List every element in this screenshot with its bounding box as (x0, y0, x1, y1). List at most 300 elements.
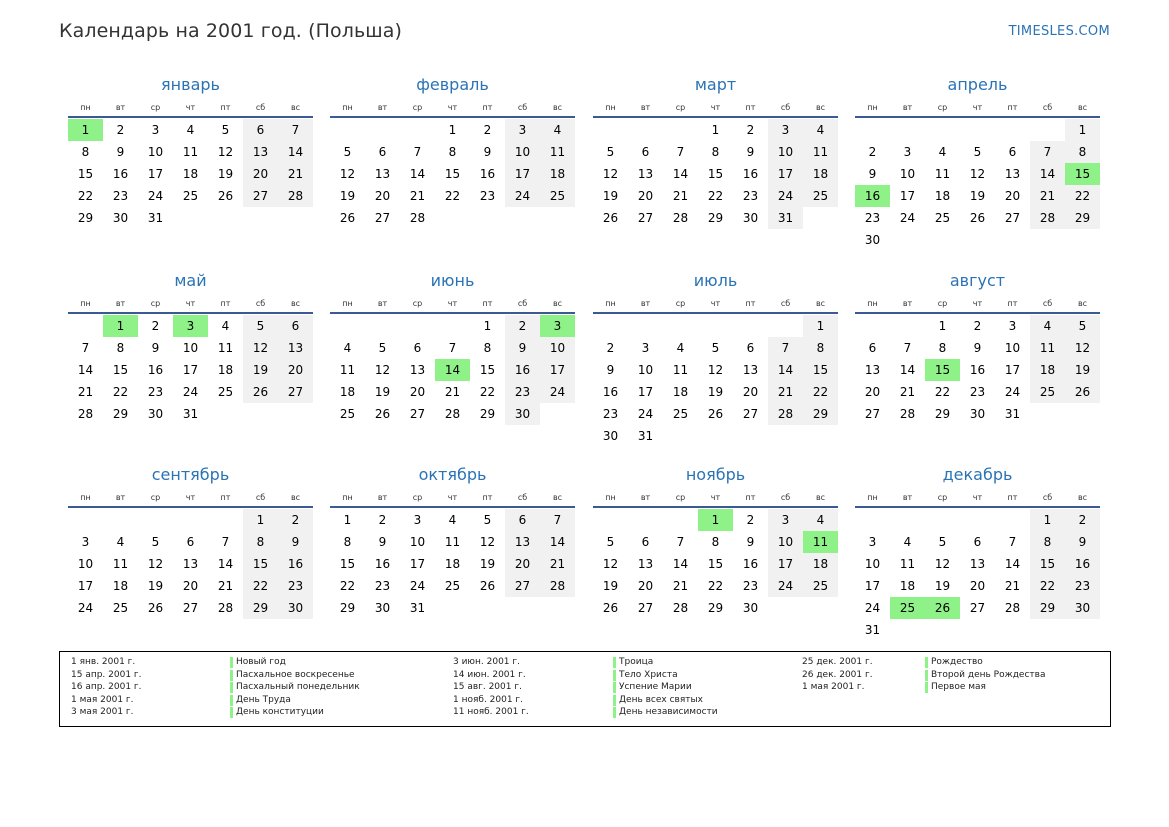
legend-date: 15 авг. 2001 г. (453, 682, 522, 693)
day-cell: 15 (1030, 553, 1065, 575)
day-cell: 18 (672, 385, 689, 399)
day-cell: 14 (278, 141, 313, 163)
day-cell: 17 (1004, 363, 1021, 377)
day-cell: 5 (483, 513, 492, 527)
month-name: сентябрь (151, 465, 230, 484)
legend-holiday-name: День независимости (613, 707, 718, 717)
day-cell: 7 (413, 145, 422, 159)
legend-holiday-name: Пасхальный понедельник (230, 682, 360, 692)
day-cell: 11 (934, 167, 951, 181)
day-cell: 22 (479, 385, 496, 399)
day-cell: 9 (1065, 531, 1100, 553)
day-cell: 18 (339, 385, 356, 399)
day-cell: 6 (746, 341, 755, 355)
day-cell: 4 (116, 535, 125, 549)
page-title: Календарь на 2001 год. (Польша) (59, 20, 402, 42)
day-cell: 9 (116, 145, 125, 159)
day-cell: 25 (1030, 381, 1065, 403)
weekday-header (855, 103, 1100, 115)
day-cell: 22 (77, 189, 94, 203)
day-cell: 29 (77, 211, 94, 225)
day-cell: 2 (606, 341, 615, 355)
weekday-header (330, 299, 575, 311)
day-cell: 19 (602, 189, 619, 203)
weekday-label: вс (552, 493, 563, 502)
weekday-label: пт (220, 299, 231, 308)
day-cell: 12 (602, 557, 619, 571)
day-cell: 5 (711, 341, 720, 355)
day-cell: 24 (77, 601, 94, 615)
day-cell: 7 (676, 535, 685, 549)
day-cell: 17 (182, 363, 199, 377)
day-cell: 4 (343, 341, 352, 355)
day-cell: 31 (182, 407, 199, 421)
legend-holiday-name: Второй день Рождества (925, 670, 1045, 680)
day-cell: 6 (505, 509, 540, 531)
weekday-label: вт (902, 103, 913, 112)
day-cell: 2 (1065, 509, 1100, 531)
weekday-label: пт (1007, 493, 1018, 502)
day-cell: 13 (374, 167, 391, 181)
day-cell: 30 (1065, 597, 1100, 619)
day-cell: 19 (217, 167, 234, 181)
day-cell: 23 (969, 385, 986, 399)
day-cell: 10 (147, 145, 164, 159)
day-cell: 6 (243, 119, 278, 141)
day-cell: 12 (602, 167, 619, 181)
day-cell: 3 (768, 119, 803, 141)
day-cell: 29 (479, 407, 496, 421)
day-cell: 1 (803, 315, 838, 337)
legend-date: 15 апр. 2001 г. (71, 669, 142, 680)
day-cell: 3 (1008, 319, 1017, 333)
day-cell: 17 (768, 553, 803, 575)
weekday-label: вс (552, 299, 563, 308)
holiday-day-cell: 15 (1065, 163, 1100, 185)
day-cell: 5 (606, 145, 615, 159)
day-cell: 8 (243, 531, 278, 553)
day-cell: 28 (278, 185, 313, 207)
day-cell: 8 (81, 145, 90, 159)
header-rule (330, 312, 575, 314)
day-cell: 12 (217, 145, 234, 159)
weekday-header (855, 299, 1100, 311)
day-cell: 29 (1030, 597, 1065, 619)
day-cell: 12 (374, 363, 391, 377)
day-cell: 2 (746, 513, 755, 527)
day-cell: 6 (1008, 145, 1017, 159)
day-cell: 28 (1004, 601, 1021, 615)
weekday-label: чт (710, 299, 721, 308)
day-cell: 21 (899, 385, 916, 399)
weekday-label: вс (1077, 299, 1088, 308)
day-cell: 30 (742, 211, 759, 225)
legend-holiday-name: Новый год (230, 657, 286, 667)
day-cell: 16 (505, 359, 540, 381)
day-cell: 24 (540, 381, 575, 403)
day-cell: 9 (973, 341, 982, 355)
day-cell: 11 (112, 557, 129, 571)
weekday-label: чт (972, 493, 983, 502)
weekday-label: чт (185, 493, 196, 502)
weekday-label: вт (377, 103, 388, 112)
day-cell: 19 (602, 579, 619, 593)
day-cell: 16 (112, 167, 129, 181)
day-cell: 22 (934, 385, 951, 399)
weekday-label: вс (1077, 103, 1088, 112)
day-cell: 25 (444, 579, 461, 593)
day-cell: 14 (672, 167, 689, 181)
day-cell: 15 (803, 359, 838, 381)
day-cell: 23 (864, 211, 881, 225)
weekday-header (855, 493, 1100, 505)
day-cell: 7 (1030, 141, 1065, 163)
day-cell: 15 (707, 557, 724, 571)
day-cell: 22 (444, 189, 461, 203)
weekday-label: ср (412, 103, 423, 112)
day-cell: 14 (768, 359, 803, 381)
legend-date: 1 нояб. 2001 г. (453, 694, 524, 705)
day-cell: 18 (1030, 359, 1065, 381)
day-cell: 30 (147, 407, 164, 421)
weekday-label: вт (640, 299, 651, 308)
day-cell: 11 (1030, 337, 1065, 359)
day-cell: 2 (116, 123, 125, 137)
weekday-label: пн (342, 299, 353, 308)
day-cell: 13 (243, 141, 278, 163)
day-cell: 29 (707, 211, 724, 225)
day-cell: 1 (483, 319, 492, 333)
day-cell: 16 (147, 363, 164, 377)
day-cell: 11 (339, 363, 356, 377)
weekday-label: ср (150, 299, 161, 308)
day-cell: 2 (378, 513, 387, 527)
month-name: май (174, 271, 207, 290)
day-cell: 8 (343, 535, 352, 549)
weekday-label: сб (780, 299, 791, 308)
day-cell: 5 (221, 123, 230, 137)
day-cell: 26 (243, 381, 278, 403)
day-cell: 30 (112, 211, 129, 225)
day-cell: 26 (374, 407, 391, 421)
day-cell: 17 (637, 385, 654, 399)
day-cell: 2 (746, 123, 755, 137)
month-name: март (694, 75, 737, 94)
day-cell: 27 (637, 601, 654, 615)
day-cell: 23 (1065, 575, 1100, 597)
weekday-label: ср (412, 493, 423, 502)
day-cell: 5 (938, 535, 947, 549)
weekday-label: вт (640, 493, 651, 502)
day-cell: 2 (505, 315, 540, 337)
day-cell: 5 (151, 535, 160, 549)
day-cell: 18 (803, 163, 838, 185)
day-cell: 20 (182, 579, 199, 593)
day-cell: 6 (278, 315, 313, 337)
day-cell: 23 (147, 385, 164, 399)
holiday-day-cell: 14 (435, 359, 470, 381)
day-cell: 14 (409, 167, 426, 181)
day-cell: 3 (151, 123, 160, 137)
legend-date: 14 июн. 2001 г. (453, 669, 526, 680)
day-cell: 26 (969, 211, 986, 225)
day-cell: 26 (1065, 381, 1100, 403)
day-cell: 25 (217, 385, 234, 399)
day-cell: 15 (707, 167, 724, 181)
day-cell: 27 (243, 185, 278, 207)
day-cell: 13 (182, 557, 199, 571)
day-cell: 23 (278, 575, 313, 597)
day-cell: 29 (1065, 207, 1100, 229)
day-cell: 20 (505, 553, 540, 575)
weekday-label: пн (342, 493, 353, 502)
day-cell: 15 (339, 557, 356, 571)
weekday-label: вт (640, 103, 651, 112)
legend-date: 11 нояб. 2001 г. (453, 707, 529, 718)
day-cell: 28 (672, 211, 689, 225)
day-cell: 14 (899, 363, 916, 377)
month-name: январь (161, 75, 220, 94)
day-cell: 31 (147, 211, 164, 225)
day-cell: 17 (540, 359, 575, 381)
day-cell: 15 (112, 363, 129, 377)
day-cell: 16 (374, 557, 391, 571)
day-cell: 13 (505, 531, 540, 553)
day-cell: 14 (540, 531, 575, 553)
weekday-label: вс (290, 103, 301, 112)
day-cell: 21 (768, 381, 803, 403)
day-cell: 12 (1065, 337, 1100, 359)
legend-date: 26 дек. 2001 г. (802, 669, 873, 680)
day-cell: 10 (864, 557, 881, 571)
month-name: октябрь (418, 465, 487, 484)
day-cell: 21 (1004, 579, 1021, 593)
day-cell: 2 (868, 145, 877, 159)
weekday-label: пн (867, 493, 878, 502)
day-cell: 29 (339, 601, 356, 615)
day-cell: 27 (864, 407, 881, 421)
day-cell: 20 (637, 189, 654, 203)
weekday-label: вс (815, 103, 826, 112)
month-name: июль (693, 271, 738, 290)
day-cell: 30 (969, 407, 986, 421)
day-cell: 11 (803, 141, 838, 163)
weekday-label: пн (80, 493, 91, 502)
header-rule (855, 116, 1100, 118)
legend-holiday-name: Первое мая (925, 682, 986, 692)
weekday-header (68, 493, 313, 505)
day-cell: 24 (768, 185, 803, 207)
day-cell: 21 (1030, 185, 1065, 207)
day-cell: 16 (742, 557, 759, 571)
day-cell: 20 (243, 163, 278, 185)
day-cell: 29 (934, 407, 951, 421)
day-cell: 12 (339, 167, 356, 181)
weekday-label: вс (1077, 493, 1088, 502)
day-cell: 17 (768, 163, 803, 185)
day-cell: 23 (479, 189, 496, 203)
day-cell: 21 (444, 385, 461, 399)
day-cell: 22 (803, 381, 838, 403)
day-cell: 31 (637, 429, 654, 443)
holiday-day-cell: 15 (925, 359, 960, 381)
day-cell: 28 (217, 601, 234, 615)
day-cell: 21 (672, 579, 689, 593)
day-cell: 4 (540, 119, 575, 141)
header-rule (855, 506, 1100, 508)
day-cell: 3 (868, 535, 877, 549)
day-cell: 4 (448, 513, 457, 527)
day-cell: 4 (903, 535, 912, 549)
day-cell: 10 (1004, 341, 1021, 355)
header-rule (330, 116, 575, 118)
day-cell: 5 (1065, 315, 1100, 337)
day-cell: 1 (1065, 119, 1100, 141)
day-cell: 19 (1065, 359, 1100, 381)
day-cell: 19 (969, 189, 986, 203)
day-cell: 5 (378, 341, 387, 355)
day-cell: 11 (217, 341, 234, 355)
weekday-label: чт (185, 299, 196, 308)
day-cell: 12 (969, 167, 986, 181)
day-cell: 27 (409, 407, 426, 421)
weekday-label: ср (675, 493, 686, 502)
weekday-label: сб (1042, 103, 1053, 112)
holiday-day-cell: 11 (803, 531, 838, 553)
day-cell: 20 (374, 189, 391, 203)
day-cell: 26 (707, 407, 724, 421)
day-cell: 11 (672, 363, 689, 377)
weekday-header (330, 103, 575, 115)
day-cell: 1 (711, 123, 720, 137)
day-cell: 17 (409, 557, 426, 571)
header-rule (855, 312, 1100, 314)
day-cell: 10 (899, 167, 916, 181)
weekday-label: сб (780, 103, 791, 112)
day-cell: 26 (339, 211, 356, 225)
day-cell: 6 (868, 341, 877, 355)
weekday-label: пт (482, 299, 493, 308)
header-rule (593, 116, 838, 118)
weekday-label: пн (605, 493, 616, 502)
day-cell: 25 (803, 575, 838, 597)
day-cell: 13 (864, 363, 881, 377)
day-cell: 26 (602, 601, 619, 615)
day-cell: 31 (409, 601, 426, 615)
weekday-header (330, 493, 575, 505)
weekday-label: вс (815, 493, 826, 502)
day-cell: 16 (969, 363, 986, 377)
day-cell: 7 (81, 341, 90, 355)
day-cell: 7 (768, 337, 803, 359)
day-cell: 24 (864, 601, 881, 615)
day-cell: 20 (969, 579, 986, 593)
day-cell: 1 (343, 513, 352, 527)
day-cell: 20 (278, 359, 313, 381)
day-cell: 9 (151, 341, 160, 355)
day-cell: 24 (637, 407, 654, 421)
legend-date: 1 мая 2001 г. (802, 682, 865, 693)
day-cell: 8 (803, 337, 838, 359)
day-cell: 22 (1065, 185, 1100, 207)
weekday-label: сб (255, 493, 266, 502)
legend-holiday-name: День конституции (230, 707, 324, 717)
day-cell: 28 (77, 407, 94, 421)
day-cell: 6 (186, 535, 195, 549)
day-cell: 16 (602, 385, 619, 399)
weekday-label: пт (1007, 103, 1018, 112)
day-cell: 8 (1065, 141, 1100, 163)
day-cell: 17 (77, 579, 94, 593)
day-cell: 14 (1030, 163, 1065, 185)
day-cell: 13 (637, 557, 654, 571)
day-cell: 25 (112, 601, 129, 615)
weekday-label: сб (1042, 299, 1053, 308)
month-name: декабрь (942, 465, 1013, 484)
day-cell: 1 (938, 319, 947, 333)
day-cell: 8 (938, 341, 947, 355)
day-cell: 24 (899, 211, 916, 225)
day-cell: 8 (1030, 531, 1065, 553)
weekday-label: вс (552, 103, 563, 112)
day-cell: 26 (217, 189, 234, 203)
day-cell: 22 (243, 575, 278, 597)
weekday-label: ср (937, 103, 948, 112)
day-cell: 26 (479, 579, 496, 593)
day-cell: 4 (676, 341, 685, 355)
legend-date: 16 апр. 2001 г. (71, 682, 142, 693)
day-cell: 22 (707, 189, 724, 203)
holiday-day-cell: 3 (173, 315, 208, 337)
day-cell: 21 (672, 189, 689, 203)
day-cell: 28 (540, 575, 575, 597)
day-cell: 16 (278, 553, 313, 575)
day-cell: 6 (641, 535, 650, 549)
day-cell: 4 (1030, 315, 1065, 337)
weekday-label: ср (675, 299, 686, 308)
weekday-label: чт (972, 103, 983, 112)
day-cell: 12 (243, 337, 278, 359)
day-cell: 15 (243, 553, 278, 575)
day-cell: 23 (742, 579, 759, 593)
brand-link[interactable]: TIMESLES.COM (1008, 24, 1110, 39)
weekday-label: сб (1042, 493, 1053, 502)
weekday-label: сб (517, 299, 528, 308)
day-cell: 5 (343, 145, 352, 159)
day-cell: 7 (540, 509, 575, 531)
weekday-label: вт (377, 493, 388, 502)
weekday-label: пт (745, 299, 756, 308)
day-cell: 29 (707, 601, 724, 615)
legend-date: 25 дек. 2001 г. (802, 657, 873, 667)
day-cell: 27 (374, 211, 391, 225)
day-cell: 31 (1004, 407, 1021, 421)
day-cell: 12 (147, 557, 164, 571)
day-cell: 7 (448, 341, 457, 355)
day-cell: 7 (903, 341, 912, 355)
day-cell: 11 (899, 557, 916, 571)
day-cell: 30 (278, 597, 313, 619)
day-cell: 20 (409, 385, 426, 399)
month-name: апрель (947, 75, 1008, 94)
day-cell: 16 (479, 167, 496, 181)
day-cell: 21 (409, 189, 426, 203)
day-cell: 6 (973, 535, 982, 549)
day-cell: 27 (969, 601, 986, 615)
day-cell: 25 (540, 185, 575, 207)
day-cell: 20 (637, 579, 654, 593)
day-cell: 6 (641, 145, 650, 159)
